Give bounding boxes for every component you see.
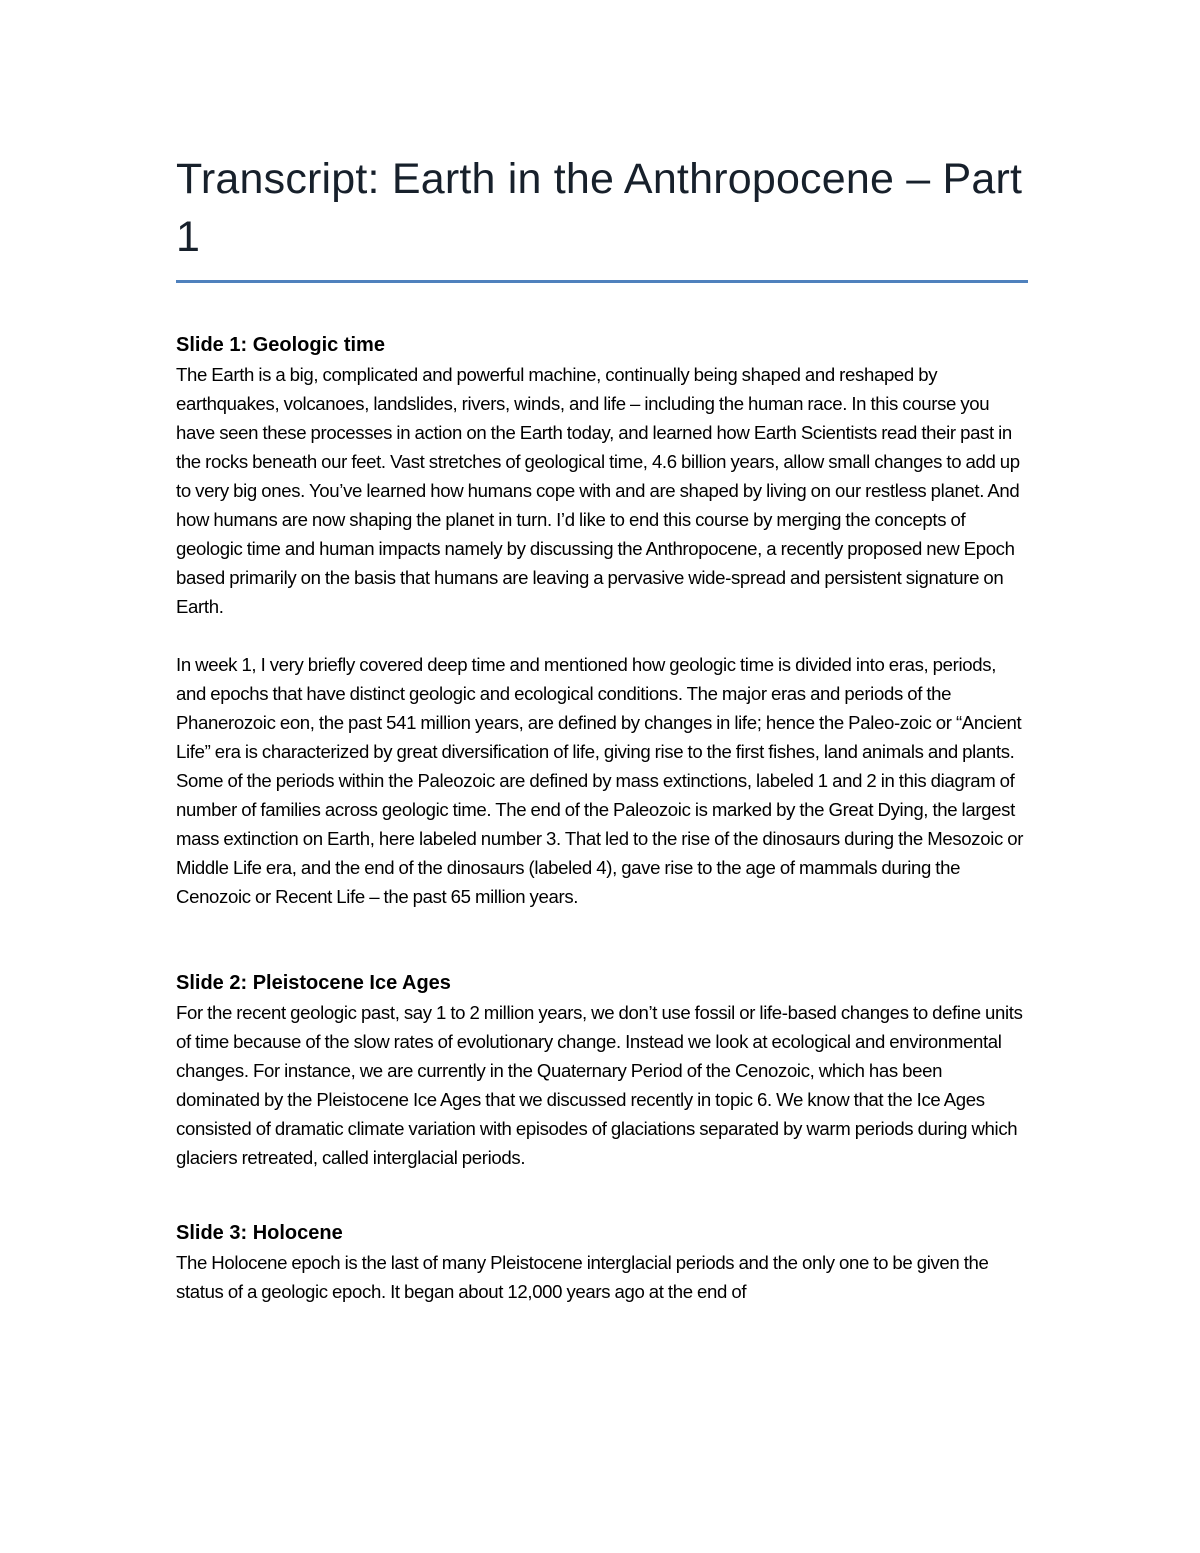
document-title: Transcript: Earth in the Anthropocene – Part 1 [176, 155, 1023, 261]
title-underline-rule [176, 280, 1028, 283]
section-heading: Slide 2: Pleistocene Ice Ages [176, 972, 451, 994]
section-slide-2 [176, 969, 1028, 1172]
section-slide-1 [176, 331, 1028, 911]
section-heading: Slide 1: Geologic time [176, 334, 385, 356]
paragraph: The Earth is a big, complicated and powerful machine, continually being shaped and reshaped by earthquakes, volcanoes, landslides, rivers, winds, and life – including the human race. In this course you have seen these processes in action on the Earth today, and learned how Earth Scientists read their past in the rocks beneath our feet. Vast stretches of geological time, 4.6 billion years, allow small changes to add up to very big ones. You’ve learned how humans cope with and are shaped by living on our restless planet. And how humans are now shaping the planet in turn. I’d like to end this course by merging the concepts of geologic time and human impacts namely by discussing the Anthropocene, a recently proposed new Epoch based primarily on the basis that humans are leaving a pervasive wide-spread and persistent signature on Earth. [176, 364, 1020, 617]
section-heading: Slide 3: Holocene [176, 1222, 343, 1244]
document-page [176, 150, 1028, 1306]
paragraph: The Holocene epoch is the last of many Pleistocene interglacial periods and the only one to be given the status of a geologic epoch. It began about 12,000 years ago at the end of [176, 1252, 989, 1302]
paragraph: In week 1, I very briefly covered deep time and mentioned how geologic time is divided into eras, periods, and epochs that have distinct geologic and ecological conditions. The major eras and periods of the Phanerozoic eon, the past 541 million years, are defined by changes in life; hence the Paleo-zoic or “Ancient Life” era is characterized by great diversification of life, giving rise to the first fishes, land animals and plants. Some of the periods within the Paleozoic are defined by mass extinctions, labeled 1 and 2 in this diagram of number of families across geologic time. The end of the Paleozoic is marked by the Great Dying, the largest mass extinction on Earth, here labeled number 3. That led to the rise of the dinosaurs during the Mesozoic or Middle Life era, and the end of the dinosaurs (labeled 4), gave rise to the age of mammals during the Cenozoic or Recent Life – the past 65 million years. [176, 654, 1024, 907]
paragraph: For the recent geologic past, say 1 to 2 million years, we don’t use fossil or life-based changes to define units of time because of the slow rates of evolutionary change. Instead we look at ecological and environmental changes. For instance, we are currently in the Quaternary Period of the Cenozoic, which has been dominated by the Pleistocene Ice Ages that we discussed recently in topic 6. We know that the Ice Ages consisted of dramatic climate variation with episodes of glaciations separated by warm periods during which glaciers retreated, called interglacial periods. [176, 1002, 1023, 1168]
section-slide-3 [176, 1219, 1028, 1306]
